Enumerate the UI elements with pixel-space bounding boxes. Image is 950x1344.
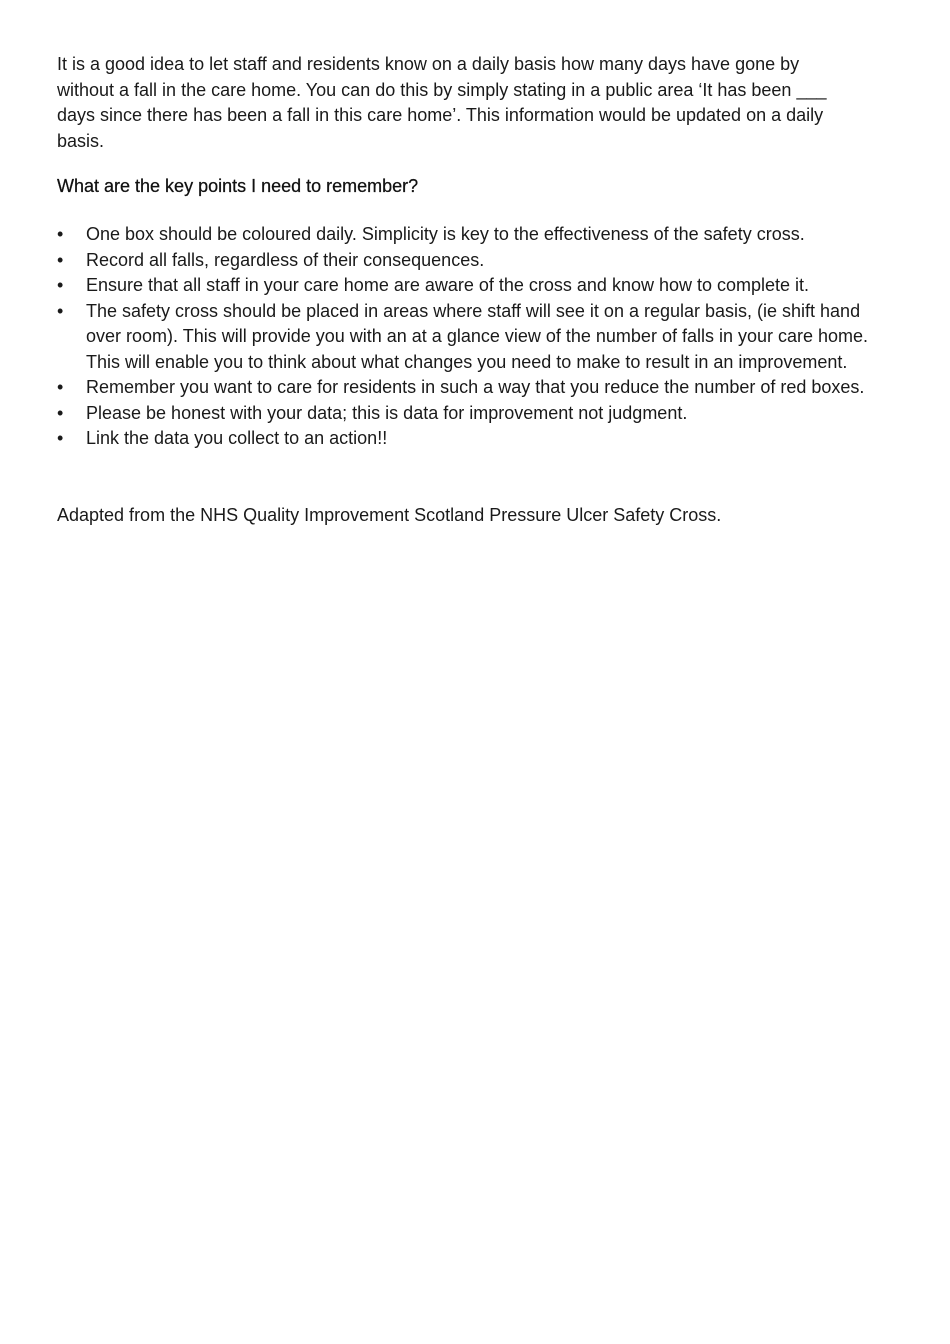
list-item-text: One box should be coloured daily. Simplicity is key to the effectiveness of the safety cross. xyxy=(86,224,805,244)
bullet-icon: • xyxy=(57,428,64,448)
intro-paragraph: It is a good idea to let staff and residents know on a daily basis how many days have gone by without a fall in the care home. You can do this by simply stating in a public area ‘It has been ___ days since there has been a fall in this care home’. This information would be updated on a daily basis. xyxy=(57,54,827,151)
bullet-icon: • xyxy=(57,224,64,244)
key-points-heading: What are the key points I need to remember? xyxy=(57,176,419,196)
list-item-text: The safety cross should be placed in areas where staff will see it on a regular basis, (ie shift hand over room). This will provide you with an at a glance view of the number of falls in your care home. This will enable you to think about what changes you need to make to result in an improvement. xyxy=(86,300,869,372)
attribution-text: Adapted from the NHS Quality Improvement Scotland Pressure Ulcer Safety Cross. xyxy=(57,504,722,525)
list-item-text: Record all falls, regardless of their consequences. xyxy=(86,249,485,270)
bullet-icon: • xyxy=(57,249,64,270)
list-item-text: Link the data you collect to an action!! xyxy=(86,428,388,448)
bullet-icon: • xyxy=(57,300,64,321)
list-item xyxy=(57,375,876,401)
document-body xyxy=(57,52,887,528)
list-item xyxy=(57,426,876,452)
list-item xyxy=(57,299,891,376)
bullet-icon: • xyxy=(57,377,64,397)
bullet-icon: • xyxy=(57,402,64,423)
list-item-text: Ensure that all staff in your care home are aware of the cross and know how to complete it. xyxy=(86,275,810,295)
bullet-icon: • xyxy=(57,275,64,295)
list-item xyxy=(57,222,891,248)
list-item-text: Please be honest with your data; this is data for improvement not judgment. xyxy=(86,402,688,423)
list-item-text: Remember you want to care for residents in such a way that you reduce the number of red boxes. xyxy=(86,377,865,397)
list-item xyxy=(57,401,876,427)
key-points-list xyxy=(57,222,887,452)
list-item xyxy=(57,248,876,274)
list-item xyxy=(57,273,891,299)
